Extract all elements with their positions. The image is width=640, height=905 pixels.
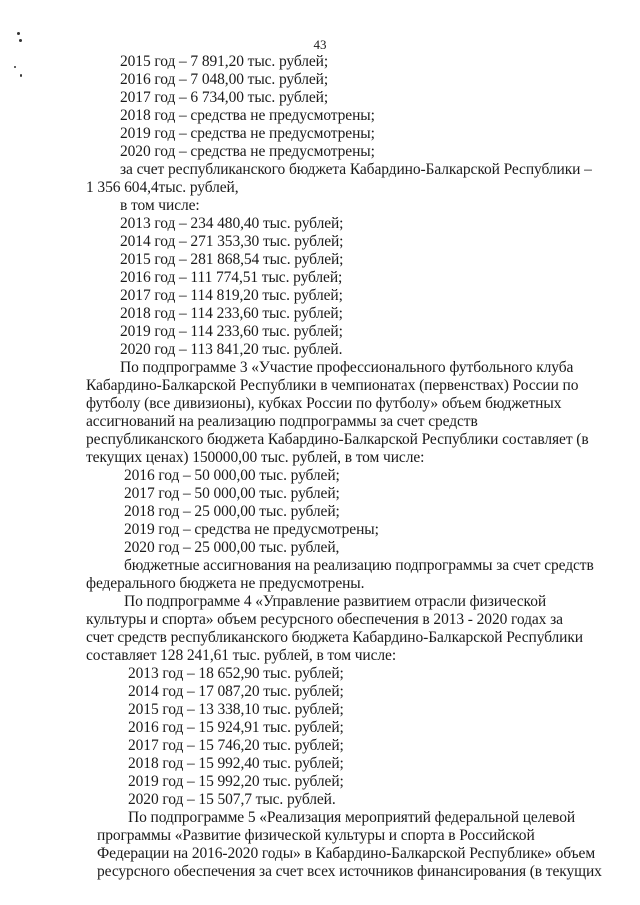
- scan-speck: [14, 66, 16, 68]
- text-line: 2016 год – 50 000,00 тыс. рублей;: [124, 467, 340, 484]
- text-line: По подпрограмме 4 «Управление развитием отрасли физической: [124, 593, 547, 610]
- text-line: 2019 год – средства не предусмотрены;: [120, 125, 375, 142]
- text-line: 1 356 604,4тыс. рублей,: [86, 179, 239, 196]
- text-line: 2019 год – 15 992,20 тыс. рублей;: [128, 773, 344, 790]
- text-line: культуры и спорта» объем ресурсного обеспечения в 2013 - 2020 годах за: [86, 611, 563, 628]
- text-line: 2013 год – 18 652,90 тыс. рублей;: [128, 665, 344, 682]
- text-line: 2017 год – 114 819,20 тыс. рублей;: [120, 287, 343, 304]
- text-line: бюджетные ассигнования на реализацию подпрограммы за счет средств: [124, 557, 594, 574]
- text-line: в том числе:: [120, 197, 200, 214]
- scan-speck: [20, 74, 22, 77]
- text-line: 2018 год – средства не предусмотрены;: [120, 107, 375, 124]
- text-line: По подпрограмме 5 «Реализация мероприятий федеральной целевой: [128, 809, 576, 826]
- text-line: 2015 год – 13 338,10 тыс. рублей;: [128, 701, 344, 718]
- scan-speck: [17, 32, 20, 35]
- text-line: 2014 год – 17 087,20 тыс. рублей;: [128, 683, 344, 700]
- text-line: 2015 год – 281 868,54 тыс. рублей;: [120, 251, 344, 268]
- text-line: 2015 год – 7 891,20 тыс. рублей;: [120, 53, 329, 70]
- text-line: По подпрограмме 3 «Участие профессионального футбольного клуба: [120, 359, 574, 376]
- text-line: 2018 год – 114 233,60 тыс. рублей;: [120, 305, 343, 322]
- text-line: 2020 год – средства не предусмотрены;: [120, 143, 375, 160]
- text-line: ассигнований на реализацию подпрограммы за счет средств: [86, 413, 478, 430]
- text-line: программы «Развитие физической культуры и спорта в Российской: [97, 827, 535, 844]
- text-line: 2019 год – средства не предусмотрены;: [124, 521, 379, 538]
- text-line: 2018 год – 15 992,40 тыс. рублей;: [128, 755, 344, 772]
- text-line: 2013 год – 234 480,40 тыс. рублей;: [120, 215, 344, 232]
- text-line: за счет республиканского бюджета Кабардино-Балкарской Республики –: [120, 161, 592, 178]
- text-line: 2020 год – 25 000,00 тыс. рублей,: [124, 539, 340, 556]
- page-number: 43: [313, 37, 327, 52]
- text-line: 2016 год – 111 774,51 тыс. рублей;: [120, 269, 343, 286]
- text-line: составляет 128 241,61 тыс. рублей, в том числе:: [86, 647, 397, 664]
- text-line: счет средств республиканского бюджета Кабардино-Балкарской Республики: [86, 629, 583, 646]
- text-line: 2017 год – 6 734,00 тыс. рублей;: [120, 89, 329, 106]
- text-line: 2016 год – 15 924,91 тыс. рублей;: [128, 719, 344, 736]
- text-line: Федерации на 2016-2020 годы» в Кабардино-Балкарской Республике» объем: [97, 845, 596, 862]
- text-line: 2014 год – 271 353,30 тыс. рублей;: [120, 233, 344, 250]
- text-line: 2017 год – 50 000,00 тыс. рублей;: [124, 485, 340, 502]
- text-line: футболу (все дивизионы), кубках России по футболу» объем бюджетных: [86, 395, 562, 412]
- text-line: 2020 год – 113 841,20 тыс. рублей.: [120, 341, 343, 358]
- text-line: 2017 год – 15 746,20 тыс. рублей;: [128, 737, 344, 754]
- text-line: 2019 год – 114 233,60 тыс. рублей;: [120, 323, 343, 340]
- text-line: текущих ценах) 150000,00 тыс. рублей, в том числе:: [86, 449, 425, 466]
- text-line: 2018 год – 25 000,00 тыс. рублей;: [124, 503, 340, 520]
- text-line: Кабардино-Балкарской Республики в чемпионатах (первенствах) России по: [86, 377, 579, 394]
- text-line: ресурсного обеспечения за счет всех источников финансирования (в текущих: [97, 863, 602, 880]
- text-line: 2020 год – 15 507,7 тыс. рублей.: [128, 791, 336, 808]
- text-line: республиканского бюджета Кабардино-Балкарской Республики составляет (в: [86, 431, 589, 448]
- text-line: 2016 год – 7 048,00 тыс. рублей;: [120, 71, 329, 88]
- text-line: федерального бюджета не предусмотрены.: [86, 575, 365, 592]
